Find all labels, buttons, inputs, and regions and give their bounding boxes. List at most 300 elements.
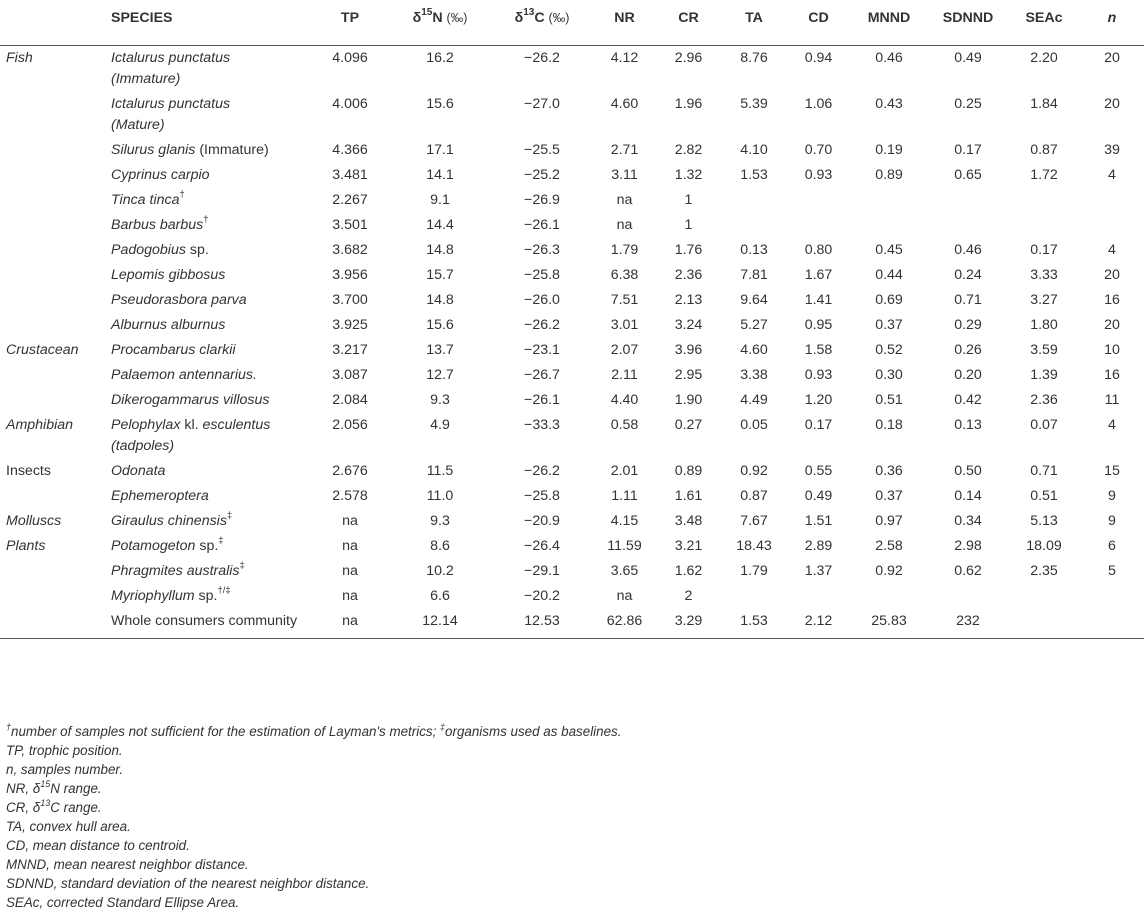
seac-cell: 2.36 — [1030, 392, 1058, 408]
d15n-cell: 14.4 — [426, 217, 454, 233]
species-species: Pelophylax — [111, 417, 181, 433]
species-species: Lepomis gibbosus — [111, 267, 226, 283]
cd-cell: 0.93 — [804, 367, 833, 383]
footnote-mnnd: MNND, mean nearest neighbor distance. — [6, 857, 249, 872]
mnnd-cell: 2.58 — [875, 538, 903, 554]
cd-cell: 0.17 — [804, 417, 833, 433]
species-species-tail: sp. — [194, 588, 218, 604]
tp-cell: 3.087 — [332, 367, 368, 383]
ta-cell: 5.27 — [740, 317, 768, 333]
d13c-cell: −25.8 — [524, 488, 560, 504]
d15n-cell: 9.1 — [430, 192, 450, 208]
seac-cell: 0.17 — [1030, 242, 1058, 258]
cr-cell: 2.82 — [674, 142, 703, 158]
species-species: Silurus glanis — [111, 142, 196, 158]
sdnnd-cell: 0.13 — [954, 417, 982, 433]
species-mark: † — [179, 189, 185, 201]
mnnd-cell: 0.43 — [875, 96, 903, 112]
cr-cell: 2 — [684, 588, 693, 604]
species-cell — [111, 534, 311, 559]
d15n-cell: 13.7 — [426, 342, 454, 358]
group-cell — [0, 313, 111, 338]
tp-cell: 2.084 — [332, 392, 368, 408]
seac-cell: 1.72 — [1030, 167, 1058, 183]
species-species: Ephemeroptera — [111, 488, 209, 504]
sdnnd-cell: 0.49 — [954, 50, 982, 66]
footnote-tp: TP, trophic position. — [6, 743, 123, 758]
d13c-cell: −26.1 — [524, 217, 560, 233]
nr-cell: 3.11 — [611, 167, 638, 183]
cd-cell — [787, 188, 850, 213]
tp-cell: 3.501 — [332, 217, 368, 233]
cr-cell: 0.27 — [674, 417, 703, 433]
species-cell — [111, 163, 311, 188]
d13c-cell: −26.2 — [524, 463, 560, 479]
species-cell — [111, 263, 311, 288]
seac-cell: 2.35 — [1030, 563, 1058, 579]
mnnd-cell — [850, 584, 928, 609]
sdnnd-cell: 0.42 — [954, 392, 982, 408]
mnnd-cell — [850, 188, 928, 213]
species-cell — [111, 509, 311, 534]
n-cell: 20 — [1104, 50, 1120, 66]
cr-cell: 1 — [684, 217, 693, 233]
tp-cell: 2.676 — [332, 463, 368, 479]
tp-cell: 3.700 — [332, 292, 368, 308]
d15n-cell: 12.7 — [426, 367, 454, 383]
cr-cell: 1.62 — [674, 563, 703, 579]
nr-cell: 2.01 — [610, 463, 639, 479]
group-cell — [0, 609, 111, 638]
table-row — [0, 413, 1144, 459]
cd-cell: 0.94 — [804, 50, 833, 66]
tp-cell: 3.956 — [332, 267, 368, 283]
cd-cell: 0.95 — [804, 317, 833, 333]
footnote-symbols: †number of samples not sufficient for the estimation of Layman's metrics; ‡organisms used as baselines. — [6, 721, 622, 739]
nr-cell: 4.12 — [610, 50, 639, 66]
species-species2: (Immature) — [111, 71, 181, 87]
d13c-header: $\delta^{13}C$ (‰) — [491, 4, 593, 46]
table-row — [0, 459, 1144, 484]
ta-cell: 9.64 — [740, 292, 768, 308]
nr-cell: 1.11 — [611, 488, 638, 504]
d15n-cell: 14.1 — [426, 167, 454, 183]
tp-cell: na — [342, 563, 358, 579]
group-cell — [0, 213, 111, 238]
table-row — [0, 388, 1144, 413]
cr-cell: 0.89 — [674, 463, 703, 479]
ta-cell: 8.76 — [740, 50, 768, 66]
species-cell — [111, 388, 311, 413]
group-cell — [0, 363, 111, 388]
species-species: Pseudorasbora parva — [111, 292, 247, 308]
group-header — [0, 4, 111, 46]
footnote-n: n, samples number. — [6, 762, 124, 777]
cr-cell: 2.36 — [674, 267, 703, 283]
n-cell: 20 — [1104, 317, 1120, 333]
group-cell — [0, 263, 111, 288]
n-cell: 20 — [1104, 96, 1120, 112]
d13c-cell: −26.7 — [524, 367, 560, 383]
n-cell: 11 — [1104, 392, 1120, 408]
species-species: Palaemon antennarius. — [111, 367, 257, 383]
nr-cell: 11.59 — [607, 538, 642, 554]
cd-header: CD — [787, 4, 850, 46]
sdnnd-cell: 0.20 — [954, 367, 982, 383]
table-row — [0, 163, 1144, 188]
d15n-cell: 15.7 — [426, 267, 454, 283]
group-cell — [0, 188, 111, 213]
cr-cell: 1.96 — [674, 96, 703, 112]
species-species: Alburnus alburnus — [111, 317, 226, 333]
table-footnotes — [6, 722, 621, 912]
ta-cell: 0.05 — [740, 417, 768, 433]
species-species: Ictalurus punctatus — [111, 50, 231, 66]
seac-cell: 0.51 — [1030, 488, 1058, 504]
nr-cell: 3.01 — [610, 317, 639, 333]
species-species: Barbus barbus — [111, 217, 204, 233]
cd-cell: 0.93 — [804, 167, 833, 183]
n-cell: 39 — [1104, 142, 1120, 158]
tp-cell: 3.481 — [332, 167, 368, 183]
sdnnd-cell: 0.17 — [954, 142, 982, 158]
nr-cell: 2.11 — [611, 367, 638, 383]
species-cell — [111, 238, 311, 263]
tp-cell: 4.096 — [332, 50, 368, 66]
species-cell — [111, 459, 311, 484]
d13c-cell: −26.3 — [524, 242, 560, 258]
seac-cell: 1.84 — [1030, 96, 1058, 112]
table-body — [0, 46, 1144, 639]
mnnd-cell — [850, 213, 928, 238]
footnote-sdnnd: SDNND, standard deviation of the nearest neighbor distance. — [6, 876, 370, 891]
tp-cell: 3.925 — [332, 317, 368, 333]
seac-cell: 2.20 — [1030, 50, 1058, 66]
species-species: Padogobius — [111, 242, 186, 258]
ta-header: TA — [721, 4, 787, 46]
species-species: Giraulus chinensis — [111, 513, 227, 529]
n-cell: 15 — [1104, 463, 1120, 479]
table-row — [0, 609, 1144, 638]
footnote-seac: SEAc, corrected Standard Ellipse Area. — [6, 895, 240, 910]
d13c-cell: −20.2 — [524, 588, 560, 604]
group-cell: Crustacean — [6, 342, 79, 358]
mnnd-cell: 0.45 — [875, 242, 903, 258]
mnnd-header: MNND — [850, 4, 928, 46]
nr-cell: 62.86 — [606, 613, 643, 629]
mnnd-cell: 0.37 — [875, 317, 903, 333]
d15n-cell: 9.3 — [430, 392, 450, 408]
species-cell — [111, 584, 311, 609]
group-cell: Molluscs — [6, 513, 62, 529]
cd-cell: 1.67 — [804, 267, 833, 283]
cd-cell: 0.55 — [804, 463, 833, 479]
tp-cell: na — [342, 538, 358, 554]
d15n-cell: 15.6 — [426, 317, 454, 333]
d15n-cell: 14.8 — [426, 242, 454, 258]
ta-cell: 3.38 — [740, 367, 768, 383]
cr-cell: 2.96 — [674, 50, 703, 66]
d13c-cell: −26.0 — [524, 292, 560, 308]
mnnd-cell: 0.89 — [875, 167, 903, 183]
isotope-metrics-table — [0, 4, 1144, 638]
cd-cell: 1.41 — [804, 292, 833, 308]
seac-cell: 18.09 — [1026, 538, 1062, 554]
species-mark: †/‡ — [217, 585, 231, 597]
cr-cell: 3.21 — [674, 538, 703, 554]
nr-cell: 0.58 — [610, 417, 639, 433]
species-header: SPECIES — [111, 4, 311, 46]
group-cell — [0, 559, 111, 584]
d15n-cell: 11.5 — [426, 463, 454, 479]
cr-cell: 3.24 — [674, 317, 703, 333]
table-row — [0, 584, 1144, 609]
d13c-cell: −26.2 — [524, 317, 560, 333]
species-cell — [111, 609, 311, 638]
n-cell: 4 — [1108, 167, 1116, 183]
ta-cell: 7.67 — [740, 513, 768, 529]
sdnnd-cell: 0.50 — [954, 463, 982, 479]
mnnd-cell: 0.52 — [875, 342, 903, 358]
tp-cell: 2.267 — [332, 192, 368, 208]
species-cell — [111, 484, 311, 509]
sdnnd-cell: 0.24 — [954, 267, 982, 283]
tp-cell: 4.006 — [332, 96, 368, 112]
d15n-cell: 9.3 — [430, 513, 450, 529]
sdnnd-cell: 0.25 — [954, 96, 982, 112]
tp-cell: na — [342, 588, 358, 604]
ta-cell: 5.39 — [740, 96, 768, 112]
nr-cell: na — [616, 217, 633, 233]
table-row — [0, 313, 1144, 338]
sdnnd-cell — [928, 188, 1008, 213]
group-cell — [0, 238, 111, 263]
cd-cell: 0.70 — [804, 142, 833, 158]
n-cell — [1080, 188, 1144, 213]
seac-cell: 1.39 — [1030, 367, 1058, 383]
species-cell — [111, 213, 311, 238]
sdnnd-cell: 0.62 — [954, 563, 982, 579]
table-row — [0, 534, 1144, 559]
n-cell — [1080, 213, 1144, 238]
d13c-cell: −26.9 — [524, 192, 560, 208]
header-row — [0, 4, 1144, 46]
d15n-cell: 8.6 — [430, 538, 450, 554]
cd-cell: 0.80 — [804, 242, 833, 258]
species-species: Dikerogammarus villosus — [111, 392, 270, 408]
cr-cell: 2.13 — [674, 292, 703, 308]
species-species-tail: (Immature) — [195, 142, 269, 158]
d13c-cell: −26.1 — [524, 392, 560, 408]
group-cell — [0, 388, 111, 413]
seac-cell — [1008, 213, 1080, 238]
tp-cell: 4.366 — [332, 142, 368, 158]
d13c-cell: −27.0 — [524, 96, 560, 112]
sdnnd-cell — [928, 584, 1008, 609]
species-mark: ‡ — [239, 560, 245, 572]
n-cell: 4 — [1108, 242, 1116, 258]
species-cell — [111, 338, 311, 363]
n-cell: 16 — [1104, 292, 1120, 308]
seac-cell: 5.13 — [1030, 513, 1058, 529]
species-cell — [111, 313, 311, 338]
cr-cell: 2.95 — [674, 367, 703, 383]
n-header: n — [1080, 4, 1144, 46]
footnote-cd: CD, mean distance to centroid. — [6, 838, 190, 853]
seac-cell: 0.87 — [1030, 142, 1058, 158]
nr-cell: 2.71 — [610, 142, 639, 158]
table-row — [0, 559, 1144, 584]
nr-cell: 4.60 — [610, 96, 639, 112]
ta-cell: 4.10 — [740, 142, 768, 158]
table-row — [0, 46, 1144, 93]
species-species-plain: Whole consumers community — [111, 613, 298, 629]
d15n-cell: 15.6 — [426, 96, 454, 112]
mnnd-cell: 0.46 — [875, 50, 903, 66]
d13c-cell: 12.53 — [524, 613, 560, 629]
footnote-nr: NR, $\delta^{15}N$ range. — [6, 778, 102, 796]
cr-cell: 1.90 — [674, 392, 703, 408]
sdnnd-cell: 0.26 — [954, 342, 982, 358]
cd-cell: 0.49 — [804, 488, 833, 504]
d15n-cell: 14.8 — [426, 292, 454, 308]
seac-cell: 0.07 — [1030, 417, 1058, 433]
tp-header: TP — [311, 4, 389, 46]
cr-cell: 1.61 — [674, 488, 703, 504]
n-cell — [1080, 609, 1144, 638]
seac-cell: 0.71 — [1030, 463, 1058, 479]
species-species: Myriophyllum — [111, 588, 195, 604]
ta-cell: 0.92 — [740, 463, 768, 479]
mnnd-cell: 0.69 — [875, 292, 903, 308]
table-row — [0, 363, 1144, 388]
d15n-cell: 16.2 — [426, 50, 454, 66]
tp-cell: 3.217 — [332, 342, 368, 358]
mnnd-cell: 0.19 — [875, 142, 903, 158]
tp-cell: 2.056 — [332, 417, 368, 433]
d15n-header: $\delta^{15}N$ (‰) — [389, 4, 491, 46]
mnnd-cell: 25.83 — [871, 613, 907, 629]
cr-cell: 1 — [684, 192, 693, 208]
nr-cell: na — [616, 192, 633, 208]
sdnnd-cell: 0.71 — [954, 292, 982, 308]
group-cell — [0, 163, 111, 188]
sdnnd-cell: 0.34 — [954, 513, 982, 529]
species-cell — [111, 288, 311, 313]
species-species: Potamogeton — [111, 538, 196, 554]
d13c-cell: −23.1 — [524, 342, 560, 358]
species-cell — [111, 559, 311, 584]
mnnd-cell: 0.92 — [875, 563, 903, 579]
d13c-cell: −26.2 — [524, 50, 560, 66]
seac-cell: 3.33 — [1030, 267, 1058, 283]
cd-cell — [787, 213, 850, 238]
cd-cell: 1.37 — [804, 563, 833, 579]
footnote-cr: CR, $\delta^{13}C$ range. — [6, 797, 102, 815]
group-cell: Insects — [6, 463, 51, 479]
ta-cell: 1.79 — [740, 563, 768, 579]
nr-cell: 1.79 — [610, 242, 639, 258]
d13c-cell: −20.9 — [524, 513, 560, 529]
nr-header: NR — [593, 4, 656, 46]
table-row — [0, 288, 1144, 313]
ta-cell — [721, 188, 787, 213]
nr-cell: 4.15 — [610, 513, 639, 529]
mnnd-cell: 0.97 — [875, 513, 903, 529]
cd-cell: 1.20 — [804, 392, 833, 408]
seac-cell: 3.27 — [1030, 292, 1058, 308]
n-cell: 9 — [1108, 488, 1116, 504]
n-cell: 16 — [1104, 367, 1120, 383]
tp-cell: 3.682 — [332, 242, 368, 258]
ta-cell: 7.81 — [740, 267, 768, 283]
table-row — [0, 213, 1144, 238]
cd-cell: 2.12 — [804, 613, 833, 629]
footnote-ta: TA, convex hull area. — [6, 819, 131, 834]
d13c-cell: −33.3 — [524, 417, 560, 433]
ta-cell: 18.43 — [736, 538, 772, 554]
mnnd-cell: 0.30 — [875, 367, 903, 383]
n-cell: 6 — [1108, 538, 1116, 554]
data-table-wrapper — [0, 4, 1144, 639]
ta-cell — [721, 584, 787, 609]
seac-cell — [1008, 609, 1080, 638]
n-cell: 9 — [1108, 513, 1116, 529]
d13c-cell: −25.8 — [524, 267, 560, 283]
species-species: Tinca tinca — [111, 192, 180, 208]
d15n-cell: 4.9 — [430, 417, 450, 433]
cd-cell: 2.89 — [804, 538, 833, 554]
mnnd-cell: 0.44 — [875, 267, 903, 283]
cr-cell: 1.76 — [674, 242, 703, 258]
species-mark: † — [203, 214, 209, 226]
species-cell — [111, 363, 311, 388]
seac-cell: 3.59 — [1030, 342, 1058, 358]
species-mark: ‡ — [226, 510, 233, 522]
n-cell: 10 — [1104, 342, 1120, 358]
group-cell: Fish — [6, 50, 33, 66]
group-cell — [0, 138, 111, 163]
species-species-tail: sp. — [185, 242, 209, 258]
cd-cell: 1.06 — [804, 96, 833, 112]
n-cell — [1080, 584, 1144, 609]
cd-cell — [787, 584, 850, 609]
sdnnd-cell: 0.29 — [954, 317, 982, 333]
group-cell — [0, 288, 111, 313]
table-row — [0, 188, 1144, 213]
group-cell — [0, 484, 111, 509]
seac-cell — [1008, 584, 1080, 609]
mnnd-cell: 0.37 — [875, 488, 903, 504]
table-row — [0, 92, 1144, 138]
d15n-cell: 6.6 — [430, 588, 450, 604]
table-row — [0, 484, 1144, 509]
mnnd-cell: 0.18 — [875, 417, 903, 433]
cr-cell: 1.32 — [674, 167, 703, 183]
nr-cell: na — [616, 588, 633, 604]
sdnnd-cell: 232 — [956, 613, 980, 629]
ta-cell: 4.60 — [740, 342, 768, 358]
nr-cell: 2.07 — [610, 342, 639, 358]
nr-cell: 7.51 — [610, 292, 639, 308]
table-row — [0, 138, 1144, 163]
species-species: Cyprinus carpio — [111, 167, 210, 183]
ta-cell: 0.87 — [740, 488, 768, 504]
seac-cell: 1.80 — [1030, 317, 1058, 333]
n-cell: 5 — [1108, 563, 1116, 579]
table-bottom-rule — [0, 638, 1144, 639]
seac-header: SEAc — [1008, 4, 1080, 46]
